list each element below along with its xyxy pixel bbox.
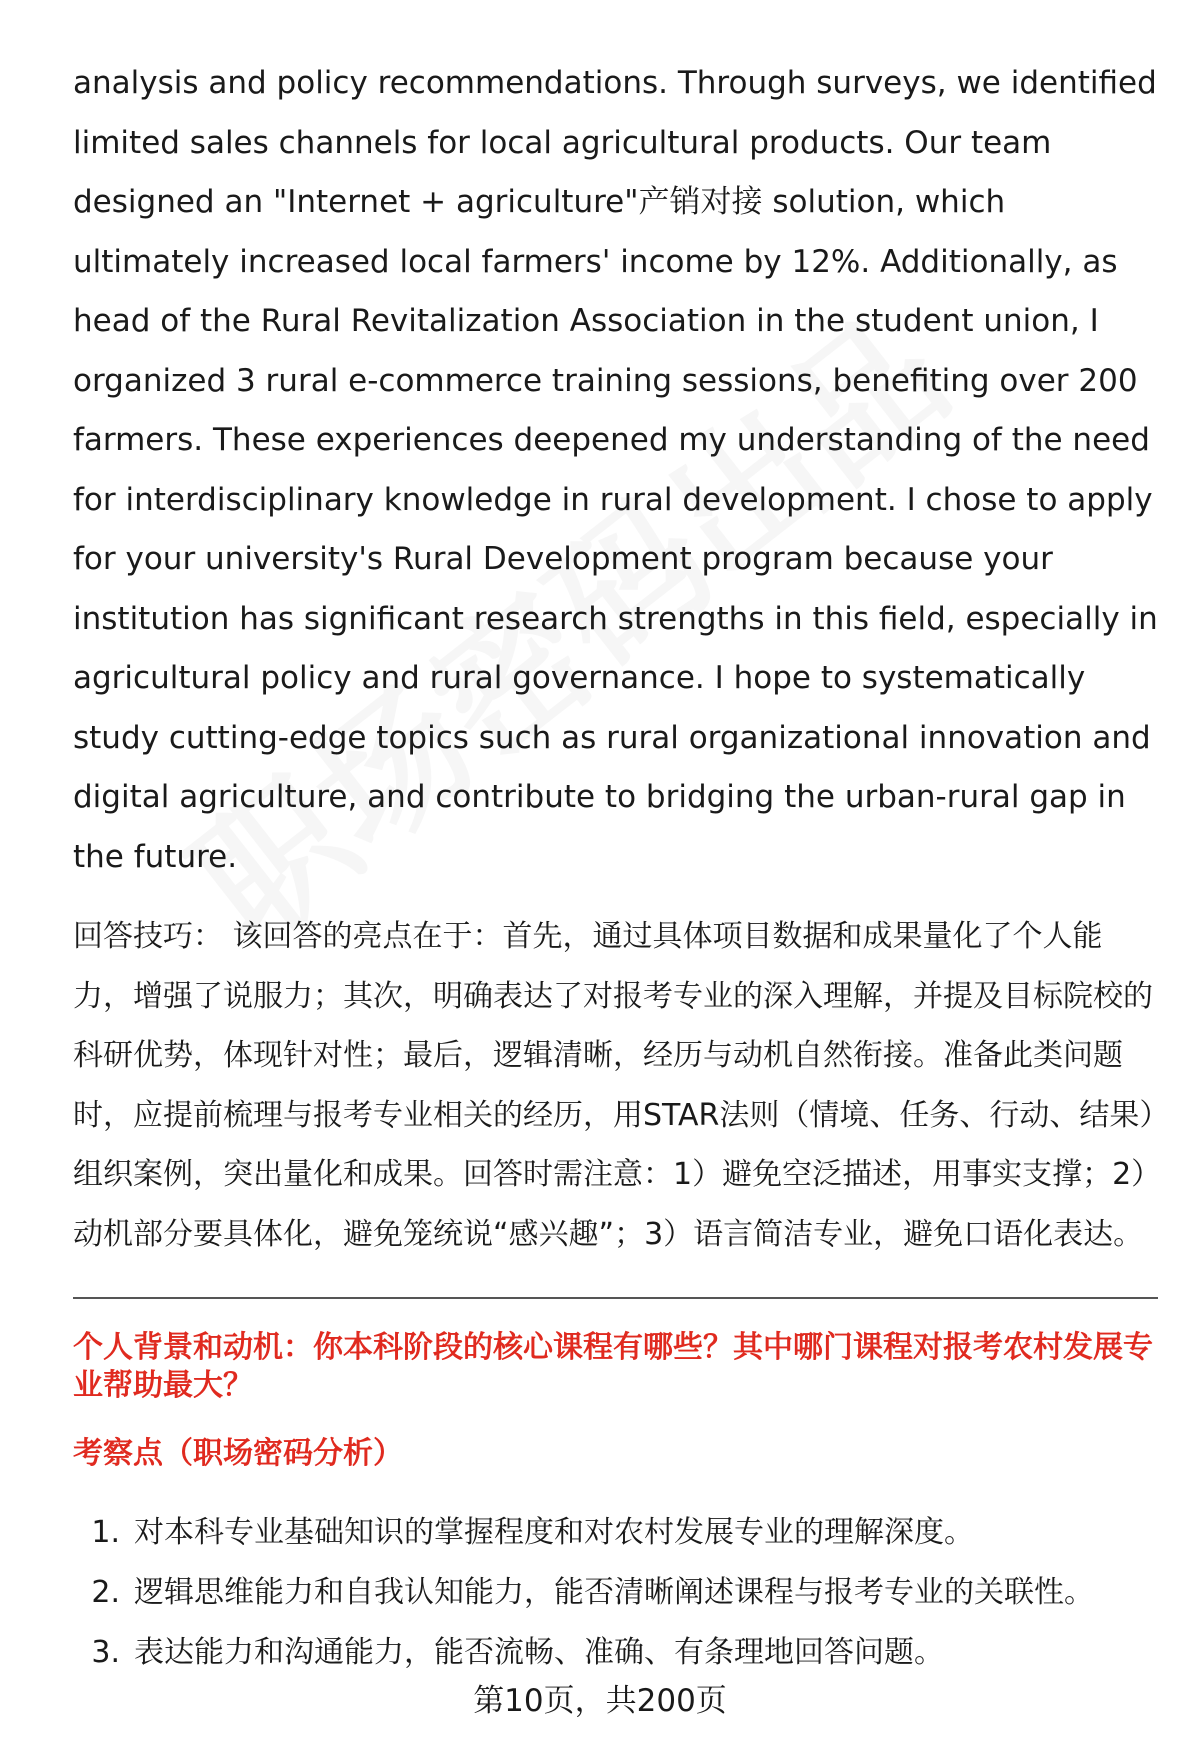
list-item-number: 1. — [91, 1515, 120, 1550]
question-heading: 个人背景和动机：你本科阶段的核心课程有哪些？其中哪门课程对报考农村发展专业帮助最大？ — [73, 1330, 1153, 1403]
list-item — [73, 1563, 1158, 1623]
answer-paragraph: analysis and policy recommendations. Through surveys, we identified limited sales channels for local agricultural products. Our team designed an "Internet + agriculture"产销对接 solution, which ultimately increased local farmers' income by 12%. Additionally, as head of the Rural Revitalization Association in the student union, I organized 3 rural e-commerce training sessions, benefiting over 200 farmers. These experiences deepened my understanding of the need for interdisciplinary knowledge in rural development. I chose to apply for your university's Rural Development program because your institution has significant research strengths in this field, especially in agricultural policy and rural governance. I hope to systematically study cutting-edge topics such as rural organizational innovation and digital agriculture, and contribute to bridging the urban-rural gap in the future. — [73, 65, 1158, 875]
list-item — [73, 1623, 1158, 1683]
page-number: 第10页，共200页 — [473, 1683, 727, 1719]
section-title: 考察点（职场密码分析） — [73, 1436, 403, 1471]
list-item-number: 3. — [91, 1635, 120, 1670]
answer-tips: 回答技巧： 该回答的亮点在于：首先，通过具体项目数据和成果量化了个人能力，增强了说服力；其次，明确表达了对报考专业的深入理解，并提及目标院校的科研优势，体现针对性；最后，逻辑清晰，经历与动机自然衔接。准备此类问题时，应提前梳理与报考专业相关的经历，用STAR法则（情境、任务、行动、结果）组织案例，突出量化和成果。回答时需注意：1）避免空泛描述，用事实支撑；2）动机部分要具体化，避免笼统说“感兴趣”；3）语言简洁专业，避免口语化表达。 — [73, 919, 1155, 1252]
list-item-text: 表达能力和沟通能力，能否流畅、准确、有条理地回答问题。 — [134, 1635, 944, 1670]
assessment-points-list — [73, 1503, 1158, 1683]
list-item-text: 逻辑思维能力和自我认知能力，能否清晰阐述课程与报考专业的关联性。 — [134, 1575, 1094, 1610]
list-item-number: 2. — [91, 1575, 120, 1610]
section-divider — [73, 1297, 1158, 1299]
list-item — [73, 1503, 1158, 1563]
document-content — [73, 54, 1158, 1683]
list-item-text: 对本科专业基础知识的掌握程度和对农村发展专业的理解深度。 — [134, 1515, 974, 1550]
